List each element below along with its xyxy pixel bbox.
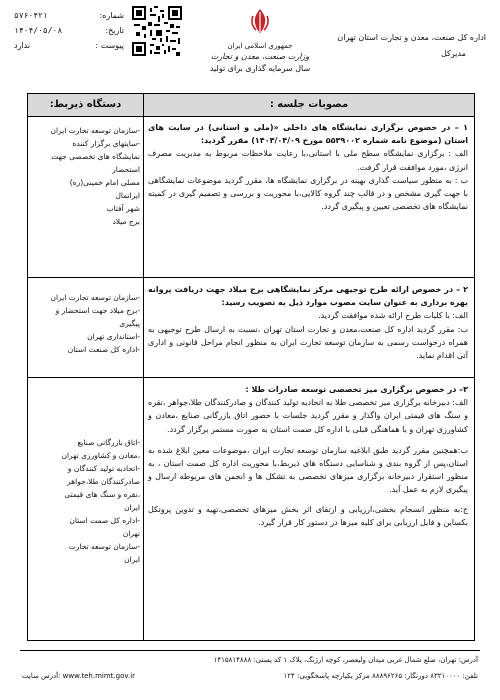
- qr-code: [132, 6, 182, 56]
- resolution-2: [148, 283, 468, 362]
- resolution-2-item-a: الف: با کلیات طرح ارائه شده موافقت گردید.: [318, 311, 468, 321]
- resolutions-table: [27, 93, 475, 641]
- agency-item: برج میلاد: [112, 217, 140, 226]
- resolution-1-title: ۱ – در خصوص برگزاری نمایشگاه های داخلی «(ملی و استانی) در سایت های استان (موضوع نامه شماره ۵۵۳۹۰۰۲ مورخ ۱۴۰۴/۰۴/۰۹) مقرر گردید:: [148, 123, 468, 146]
- attachment-value: ندارد: [14, 41, 31, 50]
- table-header: [28, 94, 474, 117]
- date-value: ۱۴۰۴/۰۵/۰۸: [14, 26, 63, 35]
- agency-item: -سازمان توسعه تجارت: [68, 542, 140, 551]
- resolution-2-item-b: ب: مقرر گردید اداره کل صنعت،معدن و تجارت استان تهران ،نسبت به ارسال طرح توجیهی به همراه درخواست رسمی به سازمان توسعه تجارت ایران به منظور انجام مراحل قانونی و اداری آتی اقدام نماید.: [148, 324, 468, 361]
- agency-item: صادرکنندگان طلا،جواهر: [67, 477, 140, 486]
- resolution-2-title: ۲ – در خصوص ارائه طرح توجیهی مرکز نمایشگاهی برج میلاد جهت دریافت پروانه بهره برداری به عنوان سایت مصوب موارد ذیل به تصویب رسید:: [148, 285, 468, 308]
- agency-item: ایران: [124, 555, 140, 564]
- year-slogan: سال سرمایه گذاری برای تولید: [209, 64, 311, 73]
- footer-contact: [22, 672, 478, 680]
- country-name: جمهوری اسلامی ایران: [227, 42, 293, 50]
- footer-address: آدرس: تهران، ضلع شمال غربی میدان ولیعصر، کوچه ارژنگ، پلاک ۱ کد پستی: ۱۴۱۵۸۱۴۸۸۸: [213, 656, 478, 664]
- agency-item: -سازمان توسعه تجارت ایران: [50, 293, 140, 302]
- resolution-1-item-b: ب : به منظور سیاست گذاری بهینه در برگزاری نمایشگاه ها، مقرر گردید موضوعات نمایشگاهی با جهت گیری مشخص و در قالب چند گروه کالایی،با محوریت و بررسی و تصمیم گیری در کمیته نمایشگاه های تخصصی تعیین و پیگیری گردد.: [148, 175, 468, 212]
- agency-item: -سایتهای برگزار کننده: [72, 139, 140, 148]
- agency-item: -اداره کل صنعت استان: [67, 345, 140, 354]
- agency-item: -استانداری تهران: [87, 332, 140, 341]
- iran-emblem-icon: [245, 6, 275, 36]
- col-header-resolutions: مصوبات جلسه :: [143, 94, 474, 116]
- resolution-1: [148, 121, 468, 213]
- row-divider: [28, 277, 474, 278]
- resolution-3: [148, 383, 468, 529]
- agency-item: ،معادن و کشاورزی تهران: [61, 451, 140, 460]
- agency-item: -اداره کل صمت استان: [69, 516, 140, 525]
- agency-item: ایرانمال: [115, 191, 140, 200]
- row-divider: [28, 377, 474, 378]
- agency-item: ،نقره و سنگ های قیمتی: [64, 490, 140, 499]
- agency-item: -اتاق بازرگانی صنایع: [77, 438, 140, 447]
- ministry-block: [190, 6, 330, 76]
- number-value: ۵۷۶۰۴۲۱: [14, 11, 48, 20]
- letter-meta: [14, 8, 124, 53]
- date-label: تاریخ:: [105, 26, 124, 35]
- agency-item: تهران: [122, 529, 140, 538]
- org-title: مدیرکل: [441, 49, 466, 58]
- page-footer: [0, 650, 500, 700]
- attachment-label: پیوست :: [95, 41, 124, 50]
- resolution-3-title: ۳– در خصوص برگزاری میز تخصصی توسعه صادرات طلا :: [245, 385, 468, 394]
- org-name: اداره کل صنعت، معدن و تجارت استان تهران: [337, 33, 486, 42]
- ministry-name: وزارت صنعت، معدن و تجارت: [210, 52, 310, 61]
- agency-list-1: [32, 124, 140, 228]
- footer-divider: [20, 650, 480, 651]
- agency-list-3: [32, 436, 140, 566]
- agency-item: -برج میلاد جهت استحضار و: [55, 306, 140, 315]
- org-block: [336, 30, 486, 62]
- resolution-3-item-a: الف: دبیرخانه برگزاری میز تخصصی طلا به اتحادیه تولید کنندگان و صادرکنندگان طلا،جواهر ،نقره و سنگ های قیمتی ایران واگذار و مقرر گردید جلسات با حضور اتاق بازرگانی صنایع ،معادن و کشاورزی تهران و با هماهنگی قبلی با اداره کل صمت استان به صورت مستمر برگزار گردد.: [148, 398, 468, 434]
- number-label: شماره:: [99, 11, 124, 20]
- letterhead: [0, 0, 500, 88]
- footer-website[interactable]: www.teh.mimt.gov.ir :آدرس سایت: [22, 672, 136, 680]
- agency-item: ایران: [124, 503, 140, 512]
- col-header-agency: دستگاه ذیربط:: [49, 99, 122, 110]
- column-divider: [143, 116, 144, 640]
- resolution-3-item-c: ج:به منظور انسجام بخشی،ارزیابی و ارتقای اثر بخش میزهای تخصصی،تهیه و تدوین پروتکل بکساین و فایل ارزیابی برای کلیه میزها در دستور کار قرار گیرد.: [148, 504, 468, 527]
- agency-item: پیگیری: [119, 319, 140, 328]
- agency-item: -اتحادیه تولید کنندگان و: [67, 464, 140, 473]
- agency-list-2: [32, 291, 140, 356]
- agency-item: استحضار: [112, 165, 140, 174]
- resolution-1-item-a: الف : برگزاری نمایشگاه سطح ملی با استانی،با رعایت ملاحظات مربوط به مدیریت مصرف انرژی ،مورد موافقت قرار گرفت.: [148, 149, 468, 172]
- agency-item: مصلی امام خمینی(ره): [69, 178, 140, 187]
- agency-item: -سازمان توسعه تجارت ایران: [50, 126, 140, 135]
- footer-phone: تلفن: ۸۳۲۱۰۰۰۰ دورنگار: ۸۸۸۹۶۲۶۵ مرکز یکپارچه پاسخگویی: ۱۲۴: [283, 672, 478, 680]
- resolution-3-item-b: ب:همچنین مقرر گردید طبق ابلاغیه سازمان توسعه تجارت ایران ،موضوعات معین ابلاغ شده به استان،پس از گروه بندی و شناسایی دستگاه های ذیربط،با محوریت اداره کل صمت استان ، به منظور استقرار دبیرخانه برگزاری میزهای تخصصی به تشکل ها و انجمن های مربوطه ارسال و پیگیری لازم به عمل آید.: [148, 445, 468, 495]
- agency-item: نمایشگاه های تخصصی جهت: [51, 152, 140, 161]
- agency-item: شهر آفتاب: [106, 204, 140, 213]
